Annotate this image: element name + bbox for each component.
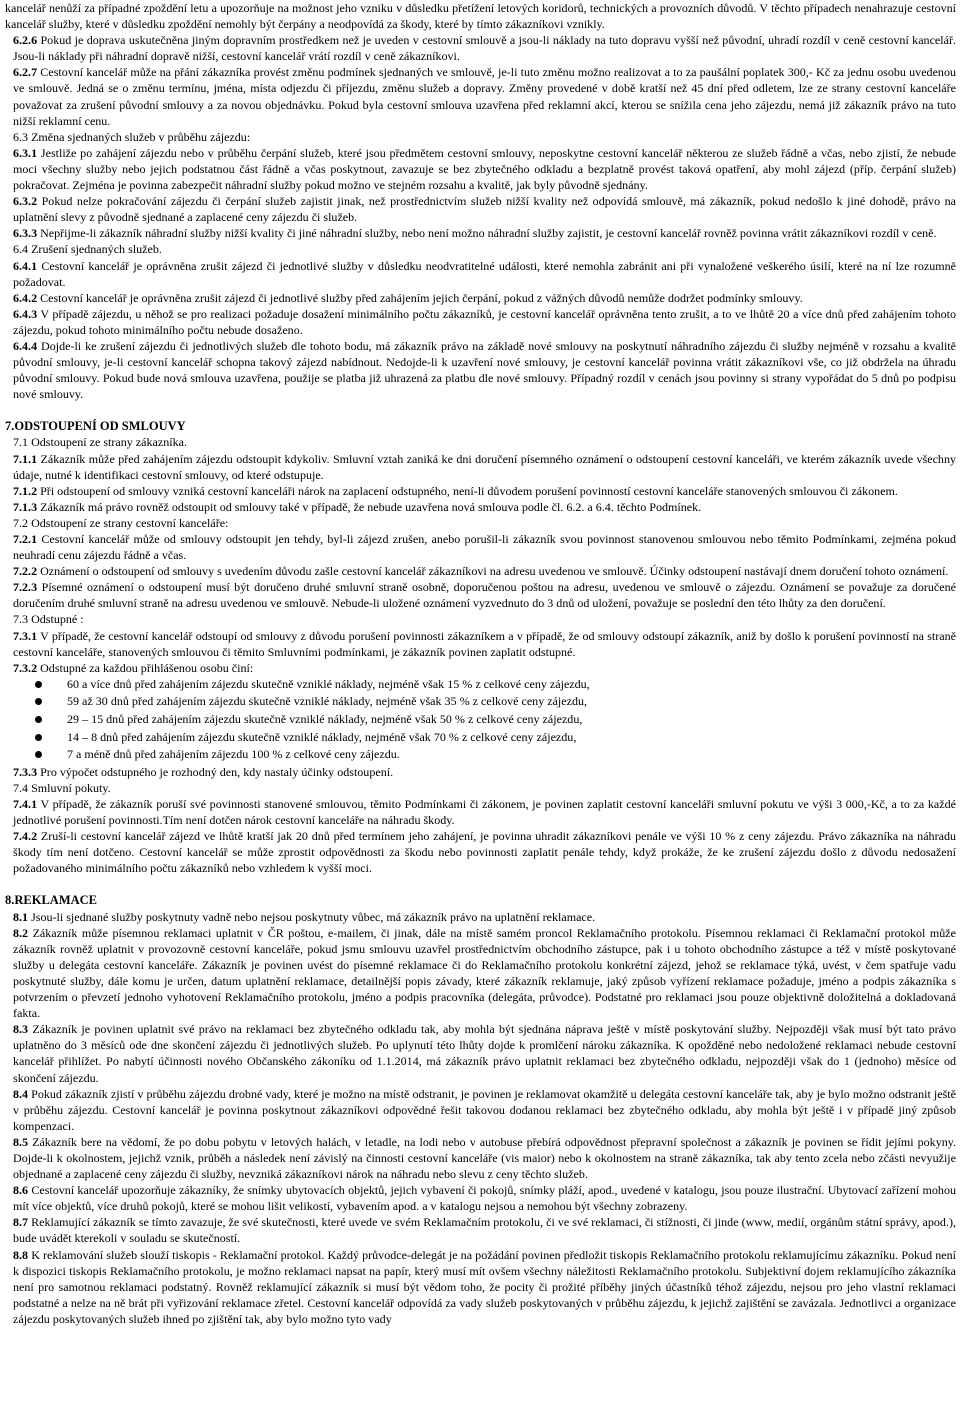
clause-number: 7.3.3 xyxy=(13,764,38,779)
clause-7-1-1 xyxy=(5,451,956,483)
clause-number: 7.1.3 xyxy=(13,499,38,514)
list-item-text: 29 – 15 dnů před zahájením zájezdu skutečně vzniklé náklady, nejméně však 50 % z celkové ceny zájezdu, xyxy=(67,712,583,727)
section-heading-8: 8.REKLAMACE xyxy=(5,893,98,908)
clause-text: Oznámení o odstoupení od smlouvy s uvedením důvodu zašle cestovní kancelář zákazníkovi na adresu uvedenou ve smlouvě. Účinky odstoupení nastávají dnem doručení tohoto oznámení. xyxy=(37,564,949,579)
clause-6-4-4 xyxy=(5,338,956,402)
clause-number: 7.1.2 xyxy=(13,483,38,498)
list-item xyxy=(35,746,956,764)
clause-number: 6.2.7 xyxy=(13,65,38,80)
clause-number: 7.2.3 xyxy=(13,580,38,595)
clause-6-3-3 xyxy=(5,225,956,241)
clause-text: Při odstoupení od smlouvy vzniká cestovní kanceláři nárok na zaplacení odstupného, není-li důvodem porušení povinností cestovní kanceláře stanovených smlouvou či zákonem. xyxy=(37,483,898,498)
clause-7-1-2 xyxy=(5,483,956,499)
clause-text: Reklamující zákazník se tímto zavazuje, že své skutečnosti, které uvede ve svém Reklamačním protokolu, či ve své reklamaci, či stížnosti, či jinde (www, medií, orgánům státní správy, apod.), bude uvádět kterekoli v souladu se skutečností. xyxy=(13,1215,956,1246)
bullet-icon xyxy=(35,681,42,688)
clause-6-2-6 xyxy=(5,32,956,64)
clause-text: Pokud nelze pokračování zájezdu či čerpání služeb zajistit jinak, než prostřednictvím služeb nižší kvality než odpovídá smlouvě, má zákazník, pokud nedošlo k jiné dohodě, právo na uplatnění slevy z původně sjednané a zaplacené ceny zájezdu či služeb. xyxy=(13,194,956,225)
clause-number: 8.3 xyxy=(13,1022,29,1037)
clause-7-4-2 xyxy=(5,828,956,876)
clause-number: 7.3.1 xyxy=(13,628,38,643)
list-item xyxy=(35,729,956,747)
clause-number: 6.4.3 xyxy=(13,306,38,321)
clause-number: 7.4.2 xyxy=(13,829,38,844)
clause-text: Zákazník může písemnou reklamaci uplatnit v ČR poštou, e-mailem, či jinak, dále na místě samém proncol Reklamačního protokolu. Písemnou reklamaci či Reklamační protokol může zákazník rovněž uplatnit v provozovně cestovní kanceláře, pokud jsmu smlouvu uzavřel prostřednictvím obchodního zástupce, pak i u tohoto obchodního zástupce a též v místě poskytované služby u delegáta cestovní kanceláře. Zákazník je povinen uvést do písemné reklamace či do Reklamačního protokolu konkrétní zájezd, jehož se reklamace týká, uvést, v čem spatřuje vadu poskytnuté služby, dále komu je určen, datum uplatnění reklamace, detailnější popis závady, které zákazník reklamuje, jaký způsob vyřízení reklamace požaduje, jméno a podpis zákazníka s potvrzením o převzetí jednoho vyhotovení Reklamačního protokolu, jméno a podpis pracovníka (delegáta, průvodce). Podstatné pro reklamaci jsou pouze objektivně doložitelná a dokladovaná fakta. xyxy=(13,925,956,1021)
clause-number: 7.2.2 xyxy=(13,564,38,579)
clause-8-1 xyxy=(5,909,956,925)
list-item-text: 60 a více dnů před zahájením zájezdu skutečně vzniklé náklady, nejméně však 15 % z celkové ceny zájezdu, xyxy=(67,676,590,691)
clause-7-4-1 xyxy=(5,796,956,828)
clause-7-3-1 xyxy=(5,628,956,660)
list-item-text: 14 – 8 dnů před zahájením zájezdu skutečně vzniklé náklady, nejméně však 70 % z celkové ceny zájezdu, xyxy=(67,729,577,744)
clause-text: K reklamování služeb slouží tiskopis - Reklamační protokol. Každý průvodce-delegát je na požádání povinen předložit tiskopis Reklamačního protokolu reklamujícímu zákazníku. Pokud není k dispozici tiskopis Reklamačního protokolu, je možno reklamaci napsat na papír, který musí mít ovšem všechny náležitosti Reklamačního protokolu. Subjektivní dojem reklamujícího zákazníka není pro samotnou reklamaci podstatný. Rovněž reklamující zákazník si musí být vědom toho, že pocity či prožité příběhy jiných účastníků téhož zájezdu, nejsou pro jeho vlastní reklamaci podstatné a nelze na ně brát při vyřizování reklamace zřetel. Cestovní kancelář odpovídá za vady služeb poskytovaných v průběhu zájezdu, k jejichž zajištění se zavázala. Jednotlivci a organizace zájezdu poskytovaných služeb ihned po zjištění tak, aby bylo možno tyto vady xyxy=(13,1247,956,1326)
clause-text: Nepřijme-li zákazník náhradní služby nižší kvality či jiné náhradní služby, nebo není možno náhradní služby zajistit, je cestovní kancelář rovněž povinna vrátit zákazníkovi rozdíl v ceně. xyxy=(37,226,937,241)
list-item xyxy=(35,711,956,729)
clause-text: Cestovní kancelář je oprávněna zrušit zájezd či jednotlivé služby před zahájením jejich čerpání, pokud z vážných důvodů nemůže dodržet podmínky smlouvy. xyxy=(37,290,803,305)
clause-number: 7.4.1 xyxy=(13,797,38,811)
clause-number: 6.3.1 xyxy=(13,145,38,160)
clause-7-2-1 xyxy=(5,531,956,563)
clause-text: Pokud zákazník zjistí v průběhu zájezdu drobné vady, které je možno na místě odstranit, je povinen je reklamovat okamžitě u delegáta cestovní kanceláře tak, aby je bylo možno odstranit ještě v průběhu zájezdu. Cestovní kancelář je povinna poskytnout zákazníkovi odpovědné řešit takovou dodanou reklamaci bez zbytečného odkladu, aby mohla být ještě i v případě jiný způsob kompenzaci. xyxy=(13,1086,956,1133)
list-item xyxy=(35,676,956,694)
heading-7-1: 7.1 Odstoupení ze strany zákazníka. xyxy=(13,435,187,450)
clause-6-3-2 xyxy=(5,193,956,225)
list-item-text: 59 až 30 dnů před zahájením zájezdu skutečně vzniklé náklady, nejméně však 35 % z celkové ceny zájezdu, xyxy=(67,694,588,709)
clause-text: Jestliže po zahájení zájezdu nebo v průběhu čerpání služeb, které jsou předmětem cestovní smlouvy, neposkytne cestovní kancelář některou ze služeb řádně a včas, nebo zjistí, že nebude moci všechny služby nebo jejich podstatnou část řádně a včas poskytnout, zavazuje se bez zbytečného odkladu a bezplatně provést taková opatření, aby mohl zájezd (příp. čerpání služeb) pokračovat. Zejména je povinna zabezpečit náhradní služby pokud možno ve stejném rozsahu a kvalitě, jak byly původně sjednány. xyxy=(13,145,956,193)
clause-8-6 xyxy=(5,1182,956,1214)
paragraph-intro: kancelář nenůží za případné zpoždění letu a upozorňuje na možnost jeho vzniku v důsledku přetížení letových koridorů, technických a provozních důvodů. V těchto případech nenahrazuje cestovní kancelář služby, které v důsledku zpoždění nemohly být čerpány a neodpovídá za škody, které by tímto zákazníkovi vznikly. xyxy=(5,1,956,32)
list-item xyxy=(35,693,956,711)
clause-text: Cestovní kancelář upozorňuje zákazníky, že snímky ubytovacích objektů, jejich vybavení či pokojů, snímky pláží, apod., uvedené v katalogu, jsou pouze ilustrační. Ubytovací zařízení mohou mít více objektů, více druhů pokojů, které se mohou lišit velikostí, vybavením apod. a v katalogu nejsou a nemohou být všechny zobrazeny. xyxy=(13,1183,956,1214)
clause-8-8 xyxy=(5,1247,956,1327)
cancellation-fee-list xyxy=(5,676,956,764)
clause-6-4-3 xyxy=(5,306,956,338)
bullet-icon xyxy=(35,698,42,705)
heading-7-3: 7.3 Odstupné : xyxy=(13,612,84,627)
clause-text: Zákazník je povinen uplatnit své právo na reklamaci bez zbytečného odkladu tak, aby mohla být sjednána náprava ještě v místě poskytování služby. Nejpozději však musí být tato právo uplatněno do 3 měsíců ode dne skončení zájezdu či jednotlivých služeb. Po uplynutí této lhůty dojde k promlčení nároku zákazníka. K opožděné nebo nedoložené reklamaci nebude cestovní kancelář přihlížet. Po nabytí účinnosti nového Občanského zákoníku od 1.1.2014, má zákazník právo uplatnit reklamaci bez zbytečného odkladu, nejpozději však do 1 (jednoho) měsíce od skončení zájezdu. xyxy=(13,1022,956,1085)
clause-text: Odstupné za každou přihlášenou osobu činí: xyxy=(37,660,254,675)
clause-7-3-2 xyxy=(5,660,956,676)
clause-number: 6.2.6 xyxy=(13,33,38,48)
clause-6-2-7 xyxy=(5,64,956,128)
heading-6-3: 6.3 Změna sjednaných služeb v průběhu zájezdu: xyxy=(13,129,251,144)
bullet-icon xyxy=(35,734,42,741)
clause-number: 6.4.2 xyxy=(13,290,38,305)
clause-8-7 xyxy=(5,1214,956,1246)
clause-text: Dojde-li ke zrušení zájezdu či jednotlivých služeb dle tohoto bodu, má zákazník právo na základě nové smlouvy na poskytnutí náhradního zájezdu či služby nejméně v rozsahu a kvalitě původní smlouvy, je-li cestovní kancelář schopna takový zájezd nabídnout. Nedojde-li k uzavření nové smlouvy, je cestovní kancelář povinna vrátit zákazníkovi vše, co již obdržela na úhradu původní smlouvy. Pokud bude nová smlouva uzavřena, použije se platba již uhrazená za platbu dle nové smlouvy. Případný rozdíl v cenách jsou povinny si strany vypořádat do 5 dnů po podpisu nové smlouvy. xyxy=(13,338,956,402)
clause-number: 8.8 xyxy=(13,1247,29,1262)
bullet-icon xyxy=(35,751,42,758)
clause-text: Zákazník bere na vědomí, že po dobu pobytu v letových halách, v letadle, na lodi nebo v autobuse přebírá odpovědnost přepravní společnost a zákazník je povinen se řídit jejími pokyny. Dojde-li k okolnostem, jejichž vznik, průběh a následek není závislý na činnosti cestovní kanceláře (vis maior) nebo k okolnostem na straně zákazníka, tak aby tento zcela nebo zčásti nevyužije objednané a zaplacené ceny zájezdu či služby, nevzniká zákazníkovi nárok na náhradu nebo slevu z ceny těchto služeb. xyxy=(13,1134,956,1182)
clause-number: 6.3.2 xyxy=(13,194,38,209)
clause-number: 8.6 xyxy=(13,1183,29,1198)
clause-number: 7.2.1 xyxy=(13,532,38,546)
clause-text: Pokud je doprava uskutečněna jiným dopravním prostředkem než je uveden v cestovní smlouvě a jsou-li náklady na tuto dopravu vyšší než původní, uhradí rozdíl v ceně cestovní kancelář. Jsou-li náklady při náhradní dopravě nižší, cestovní kancelář vrátí rozdíl v ceně zákazníkovi. xyxy=(13,33,956,64)
clause-6-3-1 xyxy=(5,145,956,193)
section-heading-7: 7.ODSTOUPENÍ OD SMLOUVY xyxy=(5,419,186,434)
clause-text: Cestovní kancelář může od smlouvy odstoupit jen tehdy, byl-li zájezd zrušen, anebo porušil-li zákazník svou povinnost stanovenou smlouvou nebo těmito Podmínkami, zejména pokud neuhradí cenu zájezdu řádně a včas. xyxy=(13,532,956,563)
clause-text: Jsou-li sjednané služby poskytnuty vadně nebo nejsou poskytnuty vůbec, má zákazník právo na uplatnění reklamace. xyxy=(28,909,596,924)
clause-number: 8.2 xyxy=(13,925,29,940)
clause-text: V případě, že cestovní kancelář odstoupí od smlouvy z důvodu porušení povinnosti zákazníkem a v případě, že od smlouvy odstoupí zákazník, aniž by došlo k porušení povinností na straně cestovní kanceláře, stanovených smlouvou či těmito Smluvními podmínkami, je zákazník povinen zaplatit odstupné. xyxy=(13,628,956,659)
list-item-text: 7 a méně dnů před zahájením zájezdu 100 % z celkové ceny zájezdu. xyxy=(67,747,400,762)
clause-text: Cestovní kancelář je oprávněna zrušit zájezd či jednotlivé služby v důsledku neodvratitelné události, které nemohla zabránit ani při vynaložené veškerého úsilí, které na ní lze rozumně požadovat. xyxy=(13,258,956,289)
clause-6-4-1 xyxy=(5,258,956,290)
heading-7-4: 7.4 Smluvní pokuty. xyxy=(13,780,111,795)
clause-text: V případě, že zákazník poruší své povinnosti stanovené smlouvou, těmito Podmínkami či zákonem, je povinen zaplatit cestovní kanceláři smluvní pokutu ve výši 3 000,-Kč, a to za každé jednotlivé porušení povinnosti.Tím není dotčen nárok cestovní kanceláře na náhradu škody. xyxy=(13,797,956,828)
clause-text: Zákazník má právo rovněž odstoupit od smlouvy také v případě, že nebude uzavřena nová smlouva podle čl. 6.2. a 6.4. těchto Podmínek. xyxy=(37,499,702,514)
clause-text: Zákazník může před zahájením zájezdu odstoupit kdykoliv. Smluvní vztah zaniká ke dni doručení písemného oznámení o odstoupení cestovní kanceláři, ve kterém zákazník uvede všechny údaje, nutné k identifikaci cestovní smlouvy, od které odstupuje. xyxy=(13,451,956,482)
clause-number: 6.3.3 xyxy=(13,226,38,241)
clause-text: Zruší-li cestovní kancelář zájezd ve lhůtě kratší jak 20 dnů před termínem jeho zahájení, je povinna uhradit zákazníkovi penále ve výši 10 % z ceny zájezdu. Právo zákazníka na náhradu škody tím není dotčeno. Cestovní kancelář se může zprostit odpovědnosti za škodu nebo povinnosti zaplatit penále tehdy, když prokáže, že ke zrušení zájezdu došlo z důvodu nedosažení požadovaného minimálního počtu zákazníků nebo vzhledem k vyšší moci. xyxy=(13,829,956,876)
clause-number: 7.1.1 xyxy=(13,451,38,466)
clause-7-2-2 xyxy=(5,563,956,579)
heading-7-2: 7.2 Odstoupení ze strany cestovní kanceláře: xyxy=(13,515,229,530)
clause-number: 8.7 xyxy=(13,1215,29,1230)
clause-8-5 xyxy=(5,1134,956,1182)
clause-number: 6.4.1 xyxy=(13,258,38,273)
clause-text: V případě zájezdu, u něhož se pro realizaci požaduje dosažení minimálního počtu zákazníků, je cestovní kancelář oprávněna tento zrušit, a to ve lhůtě 20 a více dnů před zahájením tohoto zájezdu, pokud tohoto minimálního počtu nebude dosaženo. xyxy=(13,306,956,337)
clause-text: Pro výpočet odstupného je rozhodný den, kdy nastaly účinky odstoupení. xyxy=(37,764,394,779)
clause-text: Písemné oznámení o odstoupení musí být doručeno druhé smluvní straně osobně, doporučenou poštou na adresu, uvedenou ve smlouvě o zájezdu. Oznámení se považuje za doručené doručením druhé smluvní straně na adresu uvedenou ve smlouvě. Nebude-li uložené oznámení vyzvednuto do 3 dnů od uložení, považuje se poslední den této lhůty za den doručení. xyxy=(13,580,956,611)
bullet-icon xyxy=(35,716,42,723)
clause-number: 6.4.4 xyxy=(13,338,38,353)
clause-number: 8.4 xyxy=(13,1086,29,1101)
clause-number: 8.1 xyxy=(13,909,29,924)
clause-7-3-3 xyxy=(5,764,956,780)
heading-6-4: 6.4 Zrušení sjednaných služeb. xyxy=(13,242,162,257)
clause-number: 7.3.2 xyxy=(13,660,38,675)
clause-8-4 xyxy=(5,1086,956,1134)
clause-7-1-3 xyxy=(5,499,956,515)
clause-8-2 xyxy=(5,925,956,1022)
clause-6-4-2 xyxy=(5,290,956,306)
clause-8-3 xyxy=(5,1021,956,1085)
clause-7-2-3 xyxy=(5,579,956,611)
clause-number: 8.5 xyxy=(13,1134,29,1149)
clause-text: Cestovní kancelář může na přání zákazníka provést změnu podmínek sjednaných ve smlouvě, je-li tuto změnu možno realizovat a to za paušální poplatek 300,- Kč za jednu osobu uvedenou ve smlouvě. Jedná se o změnu termínu, jména, místa odjezdu či příjezdu, změnu služeb a dopravy. Změny provedené v době kratší než 45 dní před odletem, lze ze strany cestovní kanceláře považovat za zrušení původní smlouvy a za novou objednávku. Pokud byla cestovní smlouva uzavřena před reklamní akcí, kterou se snížila cena jeho zájezdu, nemá již zákazník právo na tuto nižší reklamní cenu. xyxy=(13,65,956,128)
